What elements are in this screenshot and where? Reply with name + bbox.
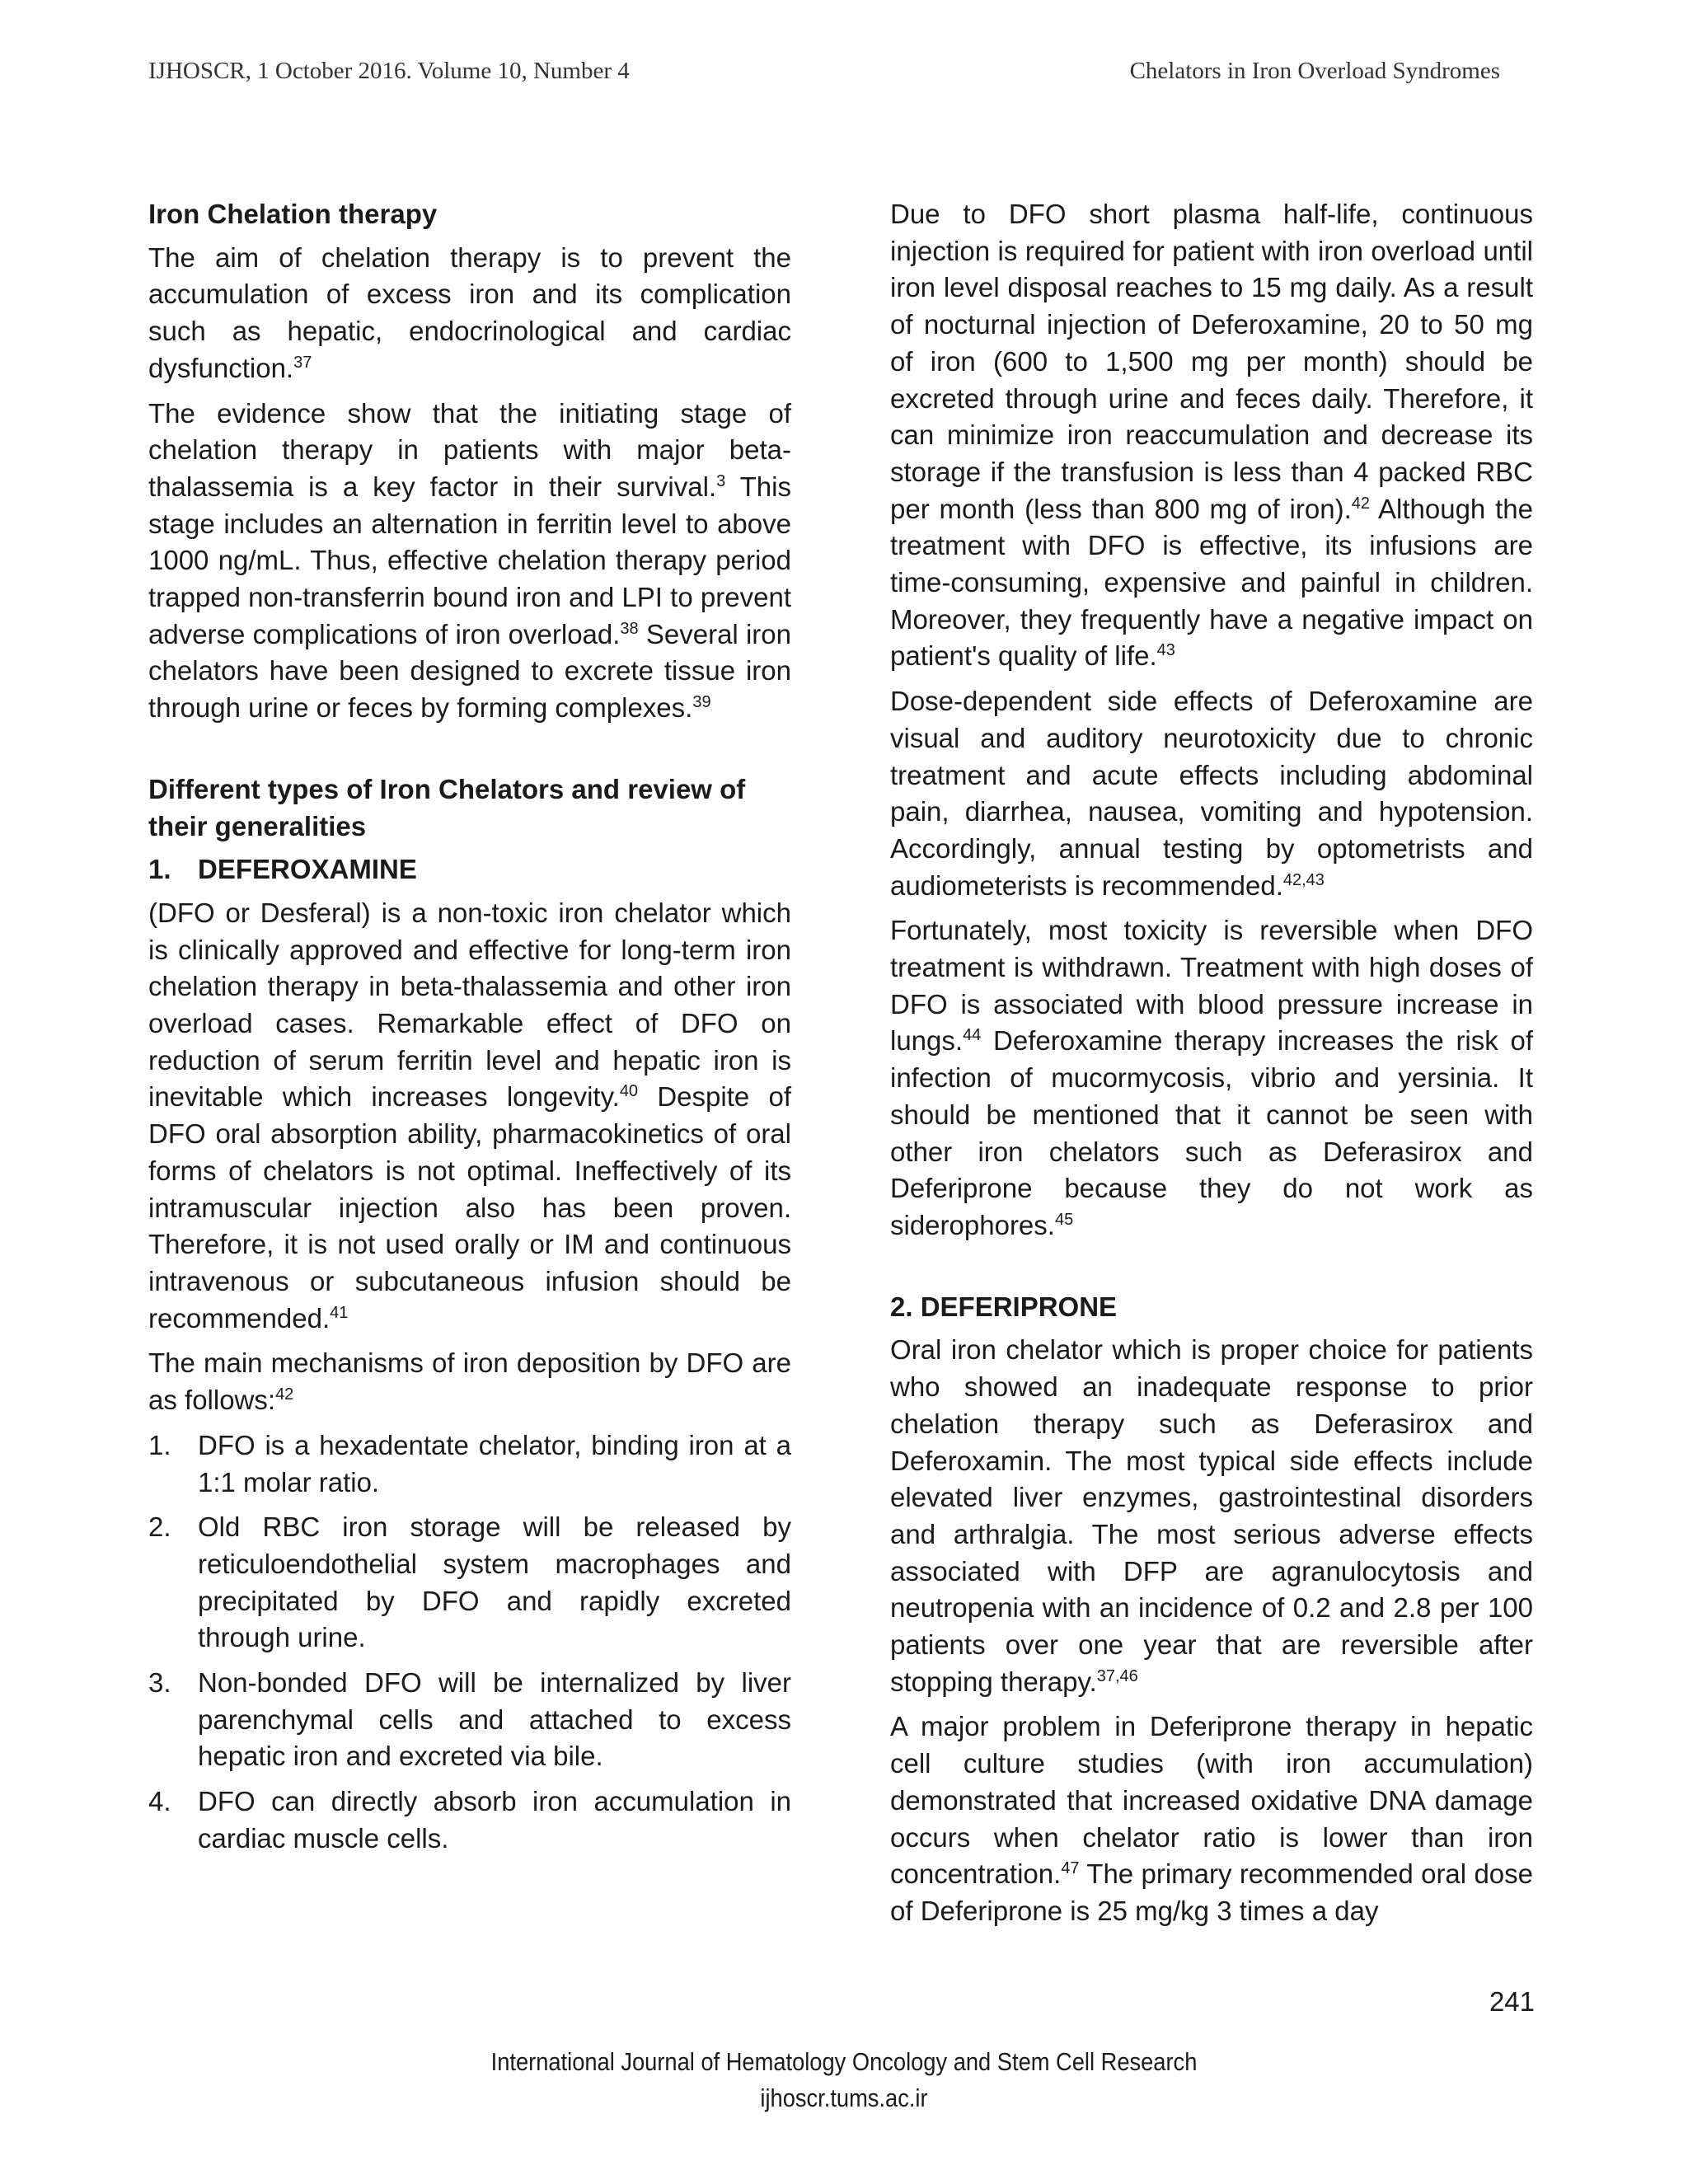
- paragraph-deferiprone-problem: [890, 1708, 1533, 1929]
- paragraph-text: (DFO or Desferal) is a non-toxic iron chelator which is clinically approved and effective for long-term iron chelation therapy in beta-thalassemia and other iron overload cases. Remarkable effect of DFO on reduction of serum ferritin level and hepatic iron is inevitable which increases longevity.: [148, 897, 791, 1113]
- paragraph-text: Due to DFO short plasma half-life, continuous injection is required for patient with iron overload until iron level disposal reaches to 15 mg daily. As a result of nocturnal injection of Deferoxamine, 20 to 50 mg of iron (600 to 1,500 mg per month) should be excreted through urine and feces daily. Therefore, it can minimize iron reaccumulation and decrease its storage if the transfusion is less than 4 packed RBC per month (less than 800 mg of iron).: [890, 199, 1533, 524]
- citation: 44: [963, 1026, 982, 1045]
- footer-url: ijhoscr.tums.ac.ir: [760, 2083, 928, 2112]
- list-number: 4.: [148, 1786, 171, 1817]
- running-head-right: Chelators in Iron Overload Syndromes: [1129, 58, 1500, 84]
- citation: 41: [330, 1303, 349, 1322]
- list-item: [148, 1665, 791, 1775]
- paragraph-dfo-description: [148, 895, 791, 1337]
- paragraph-deferiprone-overview: [890, 1332, 1533, 1700]
- paragraph-text: Several iron chelators have been designed to excrete tissue iron through urine or feces by forming complexes.: [148, 618, 791, 724]
- section-number: 1.: [148, 854, 171, 885]
- list-text: DFO can directly absorb iron accumulation in cardiac muscle cells.: [198, 1786, 791, 1854]
- citation: 42: [1351, 494, 1370, 513]
- paragraph-mechanisms-intro: [148, 1345, 791, 1418]
- paragraph-text: The primary recommended oral dose of Deferiprone is 25 mg/kg 3 times a day: [890, 1858, 1533, 1926]
- paragraph-text: Fortunately, most toxicity is reversible when DFO treatment is withdrawn. Treatment with high doses of DFO is associated with blood pressure increase in lungs.: [890, 915, 1533, 1057]
- citation: 40: [619, 1082, 639, 1101]
- paragraph-text: Dose-dependent side effects of Deferoxamine are visual and auditory neurotoxicity due to chronic treatment and acute effects including abdominal pain, diarrhea, nausea, vomiting and hypotension. Accordingly, annual testing by optometrists and audiometerists is recommended.: [890, 686, 1533, 901]
- paragraph-text: A major problem in Deferiprone therapy in hepatic cell culture studies (with iron accumulation) demonstrated that increased oxidative DNA damage occurs when chelator ratio is lower than iron concentration.: [890, 1711, 1533, 1890]
- paragraph-text: The main mechanisms of iron deposition by DFO are as follows:: [148, 1347, 791, 1416]
- running-head-left: IJHOSCR, 1 October 2016. Volume 10, Number 4: [148, 58, 630, 84]
- list-number: 1.: [148, 1429, 171, 1460]
- citation: 42,43: [1282, 870, 1325, 889]
- paragraph-text: Deferoxamine therapy increases the risk of infection of mucormycosis, vibrio and yersinia. It should be mentioned that it cannot be seen with other iron chelators such as Deferasirox and Deferiprone because they do not work as siderophores.: [890, 1025, 1533, 1240]
- list-text: Old RBC iron storage will be released by reticuloendothelial system macrophages and precipitated by DFO and rapidly excreted through urine.: [198, 1511, 791, 1653]
- heading-iron-chelation-therapy: Iron Chelation therapy: [148, 199, 438, 229]
- paragraph-text: Although the treatment with DFO is effective, its infusions are time-consuming, expensive and painful in children. Moreover, they frequently have a negative impact on patient's quality of life.: [890, 493, 1533, 672]
- list-item: [148, 1509, 791, 1657]
- right-column: [890, 196, 1533, 1938]
- citation: 42: [275, 1385, 294, 1404]
- paragraph-text: The evidence show that the initiating stage of chelation therapy in patients with major beta-thalassemia is a key factor in their survival.: [148, 397, 791, 502]
- section-title: DEFEROXAMINE: [198, 854, 417, 885]
- mechanisms-list: [148, 1427, 791, 1858]
- citation: 43: [1156, 641, 1175, 660]
- heading-deferoxamine: [148, 851, 791, 888]
- paragraph-chelation-aim: [148, 240, 791, 387]
- paragraph-text: Despite of DFO oral absorption ability, pharmacokinetics of oral forms of chelators is not optimal. Ineffectively of its intramuscular injection also has been proven. Therefore, it is not used orally or IM and continuous intravenous or subcutaneous infusion should be recommended.: [148, 1081, 792, 1333]
- left-column: [148, 196, 791, 1866]
- citation: 39: [692, 693, 711, 712]
- citation: 37: [293, 353, 312, 372]
- heading-deferiprone: 2. DEFERIPRONE: [890, 1291, 1118, 1322]
- citation: 38: [620, 619, 639, 638]
- page-number: 241: [1489, 1986, 1535, 2017]
- heading-types-of-chelators: Different types of Iron Chelators and review of their generalities: [148, 773, 746, 841]
- footer-journal-name: International Journal of Hematology Oncology and Stem Cell Research: [490, 2047, 1198, 2076]
- citation: 47: [1061, 1859, 1080, 1878]
- list-text: Non-bonded DFO will be internalized by liver parenchymal cells and attached to excess hepatic iron and excreted via bile.: [198, 1667, 791, 1772]
- list-item: [148, 1427, 791, 1501]
- paragraph-text: This stage includes an alternation in ferritin level to above 1000 ng/mL. Thus, effective chelation therapy period trapped non-transferrin bound iron and LPI to prevent adverse complications of iron overload.: [148, 471, 791, 649]
- list-number: 2.: [148, 1511, 171, 1543]
- paragraph-dfo-side-effects: [890, 683, 1533, 904]
- citation: 3: [716, 471, 726, 490]
- paragraph-evidence: [148, 396, 791, 727]
- paragraph-text: The aim of chelation therapy is to prevent the accumulation of excess iron and its complication such as hepatic, endocrinological and cardiac dysfunction.: [148, 241, 791, 383]
- paragraph-text: Oral iron chelator which is proper choice for patients who showed an inadequate response to prior chelation therapy such as Deferasirox and Deferoxamin. The most typical side effects include elevated liver enzymes, gastrointestinal disorders and arthralgia. The most serious adverse effects associated with DFP are agranulocytosis and neutropenia with an incidence of 0.2 and 2.8 per 100 patients over one year that are reversible after stopping therapy.: [890, 1334, 1533, 1697]
- paragraph-dfo-toxicity: [890, 912, 1533, 1244]
- citation: 37,46: [1096, 1666, 1138, 1685]
- list-text: DFO is a hexadentate chelator, binding iron at a 1:1 molar ratio.: [198, 1429, 791, 1497]
- list-item: [148, 1783, 791, 1857]
- list-number: 3.: [148, 1667, 171, 1699]
- paragraph-dfo-half-life: [890, 196, 1533, 675]
- citation: 45: [1054, 1210, 1074, 1229]
